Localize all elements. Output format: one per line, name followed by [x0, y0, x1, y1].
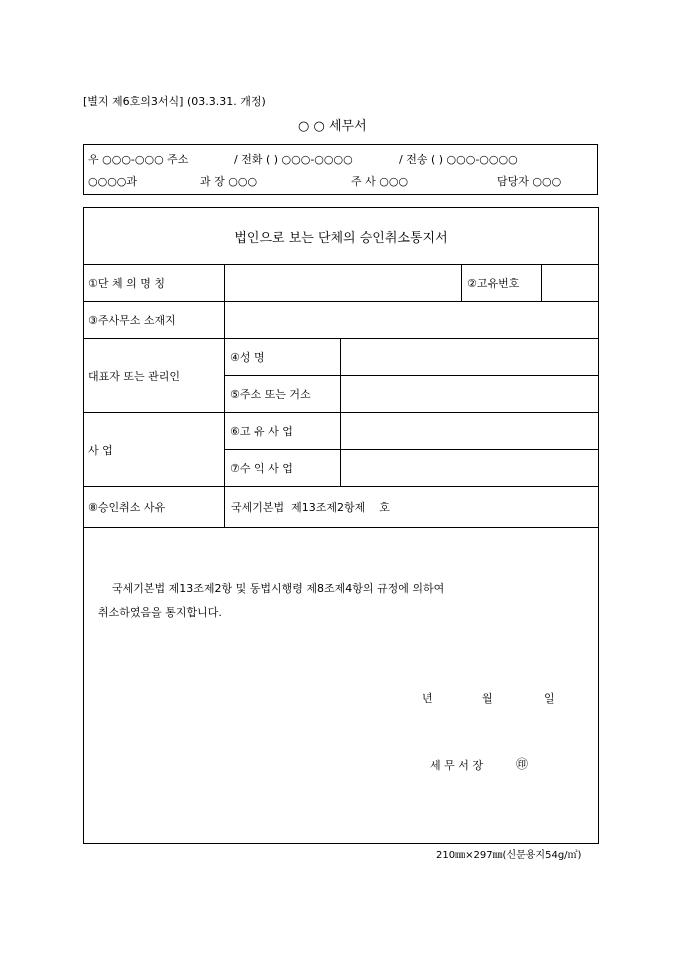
contact-department: ○○○○과	[88, 175, 138, 188]
rep-address-field[interactable]	[341, 376, 598, 412]
contact-phone: / 전화 ( ) ○○○-○○○○	[234, 153, 353, 166]
own-business-field[interactable]	[341, 413, 598, 449]
date-year-label: 년	[422, 692, 433, 705]
office-location-field[interactable]	[225, 302, 598, 338]
unique-number-field[interactable]	[542, 265, 598, 301]
representative-label: 대표자 또는 관리인	[88, 369, 181, 383]
notice-line-2: 취소하였음을 통지합니다.	[98, 606, 222, 619]
contact-person-in-charge: 담당자 ○○○	[497, 175, 562, 188]
office-location-label: ③주사무소 소재지	[88, 314, 176, 327]
business-label: 사 업	[88, 443, 113, 457]
cancel-reason-value: 국세기본법 제13조제2항제 호	[231, 501, 390, 514]
contact-postal: 우 ○○○-○○○ 주소	[88, 153, 189, 166]
notice-line-1: 국세기본법 제13조제2항 및 동법시행령 제8조제4항의 규정에 의하여	[112, 582, 445, 595]
date-month-label: 월	[482, 692, 493, 705]
contact-fax: / 전송 ( ) ○○○-○○○○	[399, 153, 518, 166]
signer-title: 세 무 서 장	[430, 759, 483, 772]
office-name: ○ ○ 세무서	[298, 119, 367, 134]
profit-business-field[interactable]	[341, 450, 598, 486]
own-business-label: ⑥고 유 사 업	[230, 425, 293, 438]
unique-number-label: ②고유번호	[467, 277, 520, 290]
seal-icon: ㊞	[516, 757, 529, 771]
contact-section-chief: 과 장 ○○○	[200, 175, 258, 188]
rep-address-label: ⑤주소 또는 거소	[230, 388, 311, 401]
rep-name-label: ④성 명	[230, 351, 265, 364]
group-name-field[interactable]	[225, 265, 461, 301]
form-title: 법인으로 보는 단체의 승인취소통지서	[234, 230, 448, 246]
profit-business-label: ⑦수 익 사 업	[230, 462, 293, 475]
form-code: [별지 제6호의3서식] (03.3.31. 개정)	[83, 95, 266, 108]
date-day-label: 일	[544, 692, 555, 705]
rep-name-field[interactable]	[341, 339, 598, 375]
cancel-reason-label: ⑧승인취소 사유	[88, 501, 166, 514]
paper-spec: 210㎜×297㎜(신문용지54g/㎡)	[436, 850, 582, 861]
contact-officer: 주 사 ○○○	[351, 175, 409, 188]
group-name-label: ①단 체 의 명 칭	[88, 277, 165, 290]
